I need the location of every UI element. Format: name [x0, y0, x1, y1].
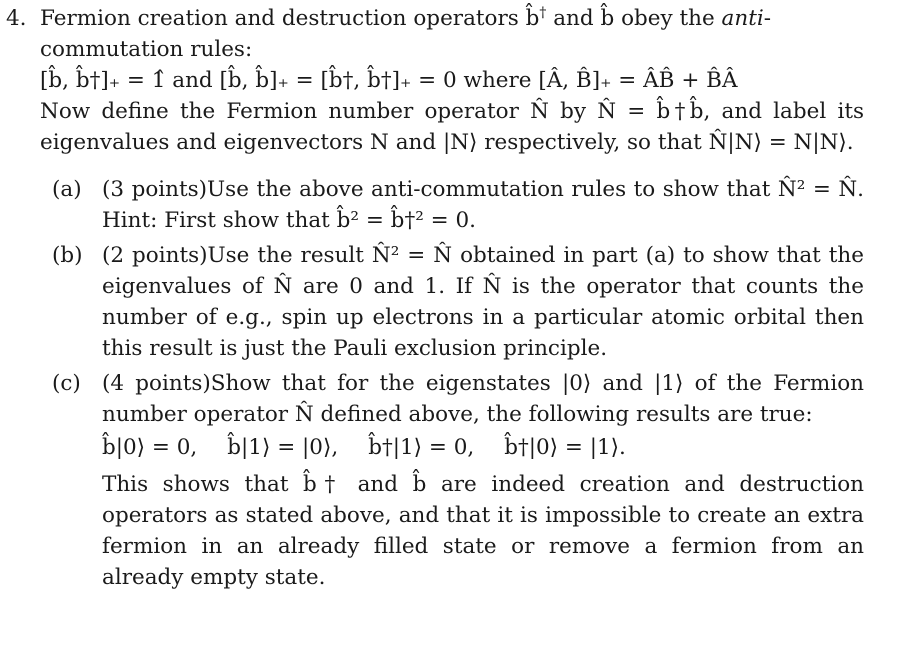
parts-list: [52, 174, 864, 593]
part-a: [52, 174, 864, 236]
number-operator-definition: Now define the Fermion number operator N̂ by N̂ = b̂†b̂, and label its eigenvalues and eigenvectors N and |N⟩ respectively, so that N̂|N⟩ = N|N⟩.: [40, 99, 864, 155]
part-c-text: (4 points)Show that for the eigenstates |0⟩ and |1⟩ of the Fermion number operator N̂ defined above, the following results are true:: [102, 371, 864, 427]
part-b-text: (2 points)Use the result N̂² = N̂ obtained in part (a) to show that the eigenvalues of N̂ are 0 and 1. If N̂ is the operator that counts the number of e.g., spin up electrons in a particular atomic orbital then this result is just the Pauli exclusion principle.: [102, 243, 864, 361]
part-b-label: (b): [52, 243, 83, 268]
dagger-symbol: †: [539, 4, 547, 21]
part-c-label: (c): [52, 371, 81, 396]
equation-1: b̂|0⟩ = 0,: [102, 435, 198, 460]
part-b: [52, 240, 864, 364]
part-c: [52, 368, 864, 593]
intro-part-3: -commutation rules:: [40, 6, 771, 62]
equation-2: b̂|1⟩ = |0⟩,: [227, 435, 339, 460]
problem-4: [6, 3, 864, 597]
intro-part-2: and b̂ obey the: [546, 6, 722, 31]
problem-body: [40, 3, 864, 593]
equation-4: b̂†|0⟩ = |1⟩.: [504, 435, 626, 460]
equation-3: b̂†|1⟩ = 0,: [368, 435, 475, 460]
intro-text: [40, 3, 864, 65]
part-a-text: (3 points)Use the above anti-commutation rules to show that N̂² = N̂. Hint: First show that b̂² = b̂†² = 0.: [102, 177, 864, 233]
part-c-equations: [102, 432, 864, 463]
part-a-label: (a): [52, 177, 82, 202]
problem-number: 4.: [6, 6, 27, 31]
intro-part-1: Fermion creation and destruction operators b̂: [40, 6, 540, 31]
anticommutation-rules: [b̂, b̂†]₊ = 1̂ and [b̂, b̂]₊ = [b̂†, b̂†]₊ = 0 where [Â, B̂]₊ = ÂB̂ + B̂Â: [40, 68, 738, 93]
part-c-conclusion: This shows that b̂† and b̂ are indeed creation and destruction operators as stated above, and that it is impossible to create an extra fermion in an already filled state or remove a fermion from an already empty state.: [102, 472, 864, 590]
intro-emphasis: anti: [721, 6, 764, 31]
